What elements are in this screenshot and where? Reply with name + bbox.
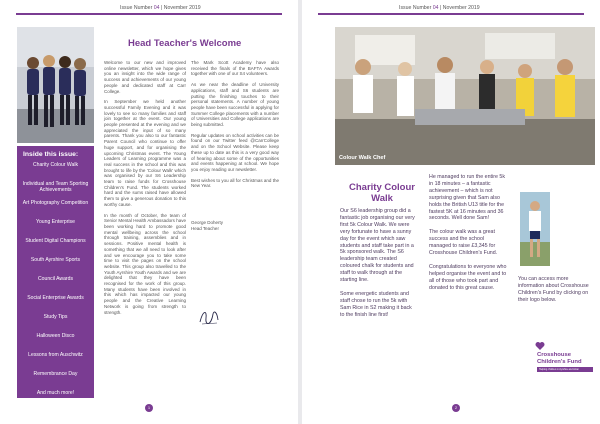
header-rule bbox=[318, 13, 584, 15]
sidebar-item[interactable]: And much more! bbox=[36, 390, 75, 396]
issue-header: Issue Number 04 | November 2019 bbox=[120, 5, 201, 11]
sidebar-item[interactable]: Charity Colour Walk bbox=[32, 162, 79, 168]
sidebar-item[interactable]: Social Enterprise Awards bbox=[27, 295, 84, 301]
students-photo bbox=[17, 27, 94, 143]
article-column-2: He managed to run the entire 5k in 18 minutes – a fantastic achievement – which is not surprising given that Sam also holds the British U13 title for the fastest 5K at 16 minutes and 36 seconds. Well done Sam! The colour walk was a great success and the school managed to raise £3,345 for Crosshouse Children's Fund. Congratulations to everyone who helped organise the event and to all of those who took part and donated to this great cause. bbox=[429, 174, 507, 291]
signatory-title: Head Teacher bbox=[191, 225, 219, 231]
crosshouse-logo[interactable]: Crosshouse Children's Fund Helping children in Ayrshire and Arran bbox=[537, 352, 593, 372]
sidebar-item[interactable]: Study Tips bbox=[43, 314, 68, 320]
page-title: Head Teacher's Welcome bbox=[128, 38, 242, 49]
heart-icon bbox=[535, 341, 545, 351]
page-number: 2 bbox=[452, 404, 460, 412]
sidebar-item[interactable]: Council Awards bbox=[37, 276, 73, 282]
sidebar-item[interactable]: Individual and Team Sporting Achievements bbox=[22, 181, 89, 194]
sidebar-item[interactable]: Student Digital Champions bbox=[25, 238, 86, 244]
sidebar-item[interactable]: South Ayrshire Sports bbox=[30, 257, 81, 263]
runner-photo bbox=[520, 192, 550, 266]
colour-walk-photo bbox=[335, 27, 595, 165]
newsletter-page-right bbox=[302, 0, 600, 424]
sidebar-item[interactable]: Lessons from Auschwitz bbox=[28, 352, 83, 358]
article-column-1: Our S6 leadership group did a fantastic job organising our very first 5k Colour Walk. We were very fortunate to have a sunny day for the event which saw students and staff take part in a 5k sponsored walk. The S6 leadership team created coloured chalk for students and staff to walk through at the starting line. Some energetic students and staff chose to run the 5k with Sam Rice in S2 making it back to the finish line first! bbox=[340, 208, 415, 318]
signature bbox=[197, 306, 221, 328]
sidebar-item[interactable]: Remembrance Day bbox=[33, 371, 78, 377]
signatory-name: George Doherty bbox=[191, 220, 224, 226]
welcome-column-1: Welcome to our new and improved online newsletter, which we hope gives you an insight into the wide range of success and achievements of our young people and dedicated staff at Carr College. In September we held another successful Family Evening and it was lovely to see so many families and staff join together at the event. Our young people presented at the evening and we appreciated the input of so many parents. Thank you also to our fantastic Parent Council who continue to offer huge support, and for organising the upcoming Christmas event. The Young Leaders of Learning programme was a real success in the school and this was brought to life by the 'Colour Walk' which was organised by our S6 Leadership team to raise funds for Crosshouse Children's Fund. The students worked hard and the sums raised have allowed them to give a generous donation to this worthy cause. In the month of October, the team of Senior Mental Health Ambassadors have been working hard to promote good mental wellbeing across the school through training, assemblies and in sessions. Positive mental health is something that we all need to look after and we encourage you to take some time to visit the pages on the school website. This group also travelled to the Youth Ayrshire Youth Awards and we are delighted that they have been recognised for the work of this group. Many students have been involved in this which has impacted our young people and the Creative Learning Network is going from strength to strength. bbox=[104, 60, 186, 315]
page-number: 1 bbox=[145, 404, 153, 412]
inside-this-issue-panel bbox=[17, 146, 94, 398]
newsletter-page-left bbox=[0, 0, 298, 424]
welcome-column-2: The Mark Scott Academy have also received the finals of the BAFTA Awards together with one of our S4 volunteers. As we near the deadline of University applications, staff and S6 students are putting the finishing touches to their personal statements. A number of young people have been successful in applying for Summer College placements with a number of Universities and College applications are being submitted. Regular updates on school activities can be found on our Twitter feed @CarrCollege and on the School Website. Please keep these up to date as this is a very good way of hearing about some of the opportunities and events happening at school. We hope you enjoy reading our newsletter. Best wishes to you all for Christmas and the New Year. George Doherty Head Teacher bbox=[191, 60, 279, 231]
header-rule bbox=[16, 13, 282, 15]
sidebar-item[interactable]: Art Photography Competition bbox=[22, 200, 89, 206]
article-column-3: You can access more information about Crosshouse Children's Fund by clicking on their logo below. bbox=[518, 276, 589, 303]
sidebar-item[interactable]: Halloween Disco bbox=[36, 333, 75, 339]
photo-caption: Colour Walk Chef bbox=[339, 155, 386, 161]
sidebar-item[interactable]: Young Enterprise bbox=[36, 219, 75, 225]
issue-header: Issue Number 04 | November 2019 bbox=[399, 5, 480, 11]
sidebar-title: Inside this issue: bbox=[23, 151, 79, 158]
article-title: Charity Colour Walk bbox=[349, 182, 415, 204]
